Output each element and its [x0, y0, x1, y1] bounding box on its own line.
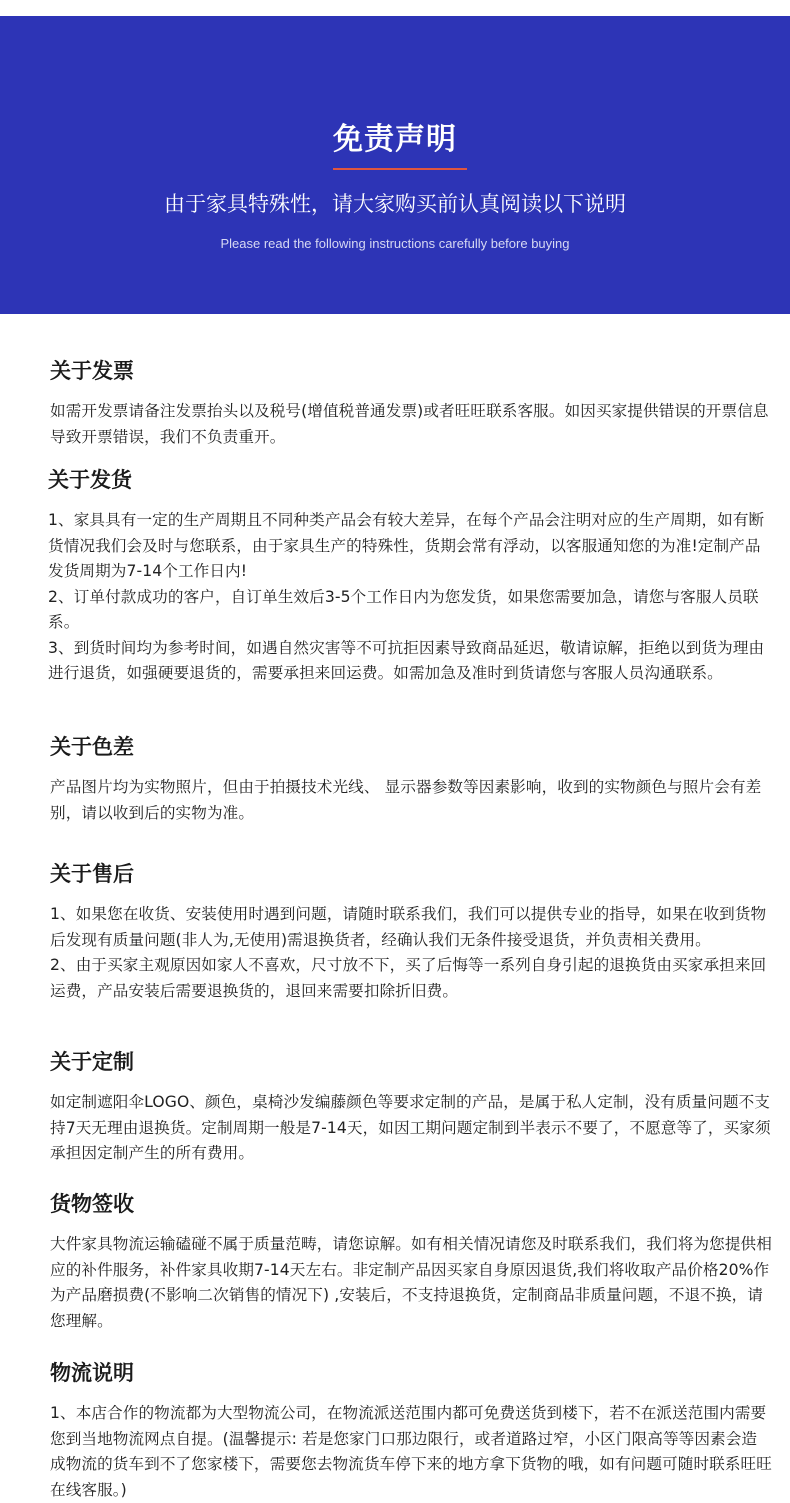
banner-subtitle: 由于家具特殊性，请大家购买前认真阅读以下说明	[164, 192, 626, 216]
section-after-sales	[50, 860, 772, 1004]
top-margin-strip	[0, 0, 790, 16]
section-paragraph: 2、订单付款成功的客户，自订单生效后3-5个工作日内为您发货，如果您需要加急，请您与客服人员联系。	[48, 587, 759, 631]
section-paragraph: 1、本店合作的物流都为大型物流公司，在物流派送范围内都可免费送货到楼下，若不在派送范围内需要您到当地物流网点自提。(温馨提示: 若是您家门口那边限行，或者道路过窄，小区门限高等等因素会造成物流的货车到不了您家楼下，需要您去物流货车停下来的地方拿下货物的哦，如有问题可随时联系旺旺在线客服。)	[50, 1404, 772, 1499]
section-paragraph: 2、由于买家主观原因如家人不喜欢，尺寸放不下，买了后悔等一系列自身引起的退换货由买家承担来回运费，产品安装后需要退换货的，退回来需要扣除折旧费。	[50, 956, 767, 1000]
section-heading: 关于定制	[50, 1050, 134, 1074]
section-paragraph: 1、如果您在收货、安装使用时遇到问题，请随时联系我们，我们可以提供专业的指导，如果在收到货物后发现有质量问题(非人为,无使用)需退换货者，经确认我们无条件接受退货，并负责相关费用。	[50, 905, 767, 949]
section-paragraph: 如需开发票请备注发票抬头以及税号(增值税普通发票)或者旺旺联系客服。如因买家提供错误的开票信息导致开票错误，我们不负责重开。	[50, 402, 769, 446]
section-heading: 关于色差	[50, 735, 134, 759]
section-invoice	[50, 357, 772, 450]
section-paragraph: 3、到货时间均为参考时间，如遇自然灾害等不可抗拒因素导致商品延迟，敬请谅解，拒绝以到货为理由进行退货，如强硬要退货的，需要承担来回运费。如需加急及准时到货请您与客服人员沟通联系。	[48, 638, 765, 682]
section-logistics	[50, 1359, 772, 1503]
banner-english-subtitle: Please read the following instructions carefully before buying	[220, 236, 570, 251]
section-paragraph: 产品图片均为实物照片，但由于拍摄技术光线、 显示器参数等因素影响，收到的实物颜色与照片会有差别，请以收到后的实物为准。	[50, 778, 762, 822]
banner-divider	[333, 168, 467, 170]
disclaimer-banner	[0, 16, 790, 314]
banner-title: 免责声明	[333, 122, 457, 157]
section-customization	[50, 1048, 772, 1167]
section-heading: 关于发货	[48, 468, 132, 492]
section-color-difference	[50, 733, 772, 826]
section-paragraph: 大件家具物流运输磕碰不属于质量范畴，请您谅解。如有相关情况请您及时联系我们，我们将为您提供相应的补件服务，补件家具收期7-14天左右。非定制产品因买家自身原因退货,我们将收取产品价格20%作为产品磨损费(不影响二次销售的情况下) ,安装后，不支持退换货，定制商品非质量问题，不退不换，请您理解。	[50, 1235, 772, 1330]
section-heading: 关于发票	[50, 359, 134, 383]
section-paragraph: 如定制遮阳伞LOGO、颜色，桌椅沙发编藤颜色等要求定制的产品，是属于私人定制，没有质量问题不支持7天无理由退换货。定制周期一般是7-14天，如因工期问题定制到半表示不要了，不愿意等了，买家须承担因定制产生的所有费用。	[50, 1093, 771, 1162]
section-paragraph: 1、家具具有一定的生产周期且不同种类产品会有较大差异，在每个产品会注明对应的生产周期，如有断货情况我们会及时与您联系，由于家具生产的特殊性，货期会常有浮动，以客服通知您的为准!定制产品发货周期为7-14个工作日内!	[48, 511, 765, 580]
section-goods-receipt	[50, 1190, 772, 1334]
section-shipping	[48, 466, 770, 687]
section-heading: 货物签收	[50, 1192, 134, 1216]
section-heading: 物流说明	[50, 1361, 134, 1385]
section-heading: 关于售后	[50, 862, 134, 886]
